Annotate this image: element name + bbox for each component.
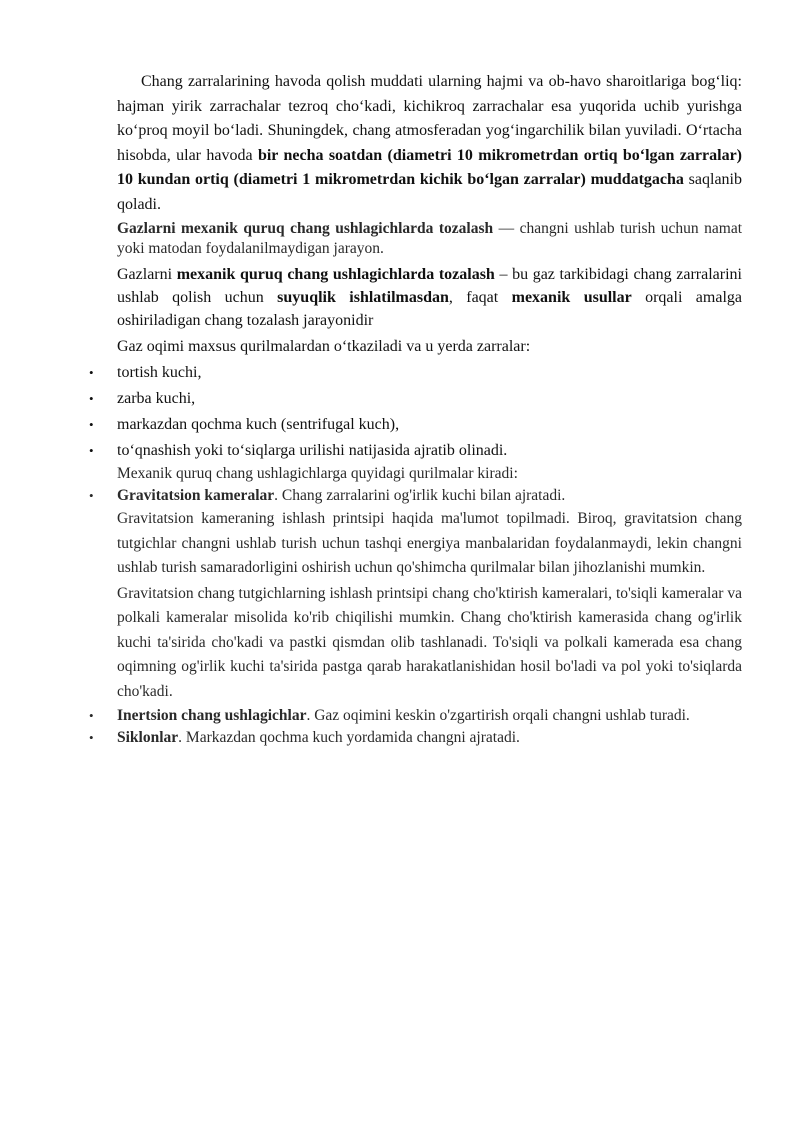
paragraph-gravity-collectors: Gravitatsion chang tutgichlarning ishlash printsipi chang cho'ktirish kameralari, to'siqli kameralar va polkali kameralar misolida ko'rib chiqilishi mumkin. Chang cho'ktirish kamerasida chang og'irlik kuchi ta'sirida cho'kadi va pastki qismdan olib tashlanadi. To'siqli va polkali kamerada esa chang oqimning og'irlik kuchi ta'sirida pastga qarab harakatlanishidan hosil bo'ladi va pol yoki to'siqlarda cho'kadi. <box>117 584 742 700</box>
bold-run: suyuqlik ishlatilmasdan <box>277 289 449 306</box>
paragraph-dust-duration <box>117 70 742 217</box>
devices-list-gravity <box>117 486 742 506</box>
text-run: – bu gaz tarkibidagi chang zarralarini ushlab qolish uchun <box>117 266 743 306</box>
text-run: . Chang zarralarini og'irlik kuchi bilan ajratadi. <box>274 487 566 504</box>
bold-run: bir necha soatdan (diametri 10 mikrometrdan ortiq bo‘lgan zarralar) 10 kundan ortiq (diametri 1 mikrometrdan kichik bo‘lgan zarralar) muddatgacha <box>117 146 742 188</box>
bold-run: Gravitatsion kameralar <box>117 487 275 504</box>
list-item: • tortish kuchi, <box>117 361 742 384</box>
list-item: • markazdan qochma kuch (sentrifugal kuch), <box>117 413 742 436</box>
bold-run: Siklonlar <box>117 729 179 746</box>
text-run: . Gaz oqimini keskin o'zgartirish orqali changni ushlab turadi. <box>306 707 690 724</box>
document-page <box>117 70 742 748</box>
list-item: • zarba kuchi, <box>117 387 742 410</box>
text-run: , faqat <box>448 289 512 306</box>
paragraph-definition <box>117 219 742 258</box>
bold-run: Gazlarni mexanik quruq chang ushlagichlarda tozalash <box>117 220 494 237</box>
paragraph-gravity-principle: Gravitatsion kameraning ishlash printsipi haqida ma'lumot topilmadi. Biroq, gravitatsion chang tutgichlar changni ushlab turish uchun tashqi energiya manbalaridan foydalanmaydi, lekin changni ushlab turish samaradorligini oshirish uchun qo'shimcha qurilmalar bilan jihozlanishi mumkin. <box>117 510 742 576</box>
paragraph-mechanical-cleaning <box>117 263 742 332</box>
text-run: orqali amalga oshiriladigan chang tozalash jarayonidir <box>117 289 742 329</box>
list-item-cyclones <box>117 728 742 748</box>
bold-run: mexanik usullar <box>511 289 632 306</box>
text-run: Chang zarralarining havoda qolish muddati ularning hajmi va ob-havo sharoitlariga bog‘liq: hajman yirik zarrachalar tezroq cho‘kadi, kichikroq zarrachalar esa yuqorida uchib yurishga ko‘proq moyil bo‘ladi. Shuningdek, chang atmosferadan yog‘ingarchilik bilan yuviladi. O‘rtacha hisobda, ular havoda <box>117 73 742 164</box>
list-item-gravitational-chambers <box>117 486 742 506</box>
paragraph-devices-intro: Mexanik quruq chang ushlagichlarga quyidagi qurilmalar kiradi: <box>117 465 518 482</box>
list-item-inertial-collectors <box>117 706 742 726</box>
list-item: • to‘qnashish yoki to‘siqlarga urilishi natijasida ajratib olinadi. <box>117 439 742 462</box>
text-run: Gazlarni <box>117 266 177 283</box>
text-run: saqlanib qoladi. <box>117 171 742 213</box>
paragraph-gas-flow: Gaz oqimi maxsus qurilmalardan o‘tkaziladi va u yerda zarralar: <box>117 338 531 355</box>
bold-run: mexanik quruq chang ushlagichlarda tozalash <box>176 266 495 283</box>
bold-run: Inertsion chang ushlagichlar <box>117 707 307 724</box>
text-run: . Markazdan qochma kuch yordamida changni ajratadi. <box>178 729 520 746</box>
devices-list-other <box>117 706 742 748</box>
forces-list <box>117 361 742 462</box>
text-run: — changni ushlab turish uchun namat yoki matodan foydalanilmaydigan jarayon. <box>117 220 743 257</box>
